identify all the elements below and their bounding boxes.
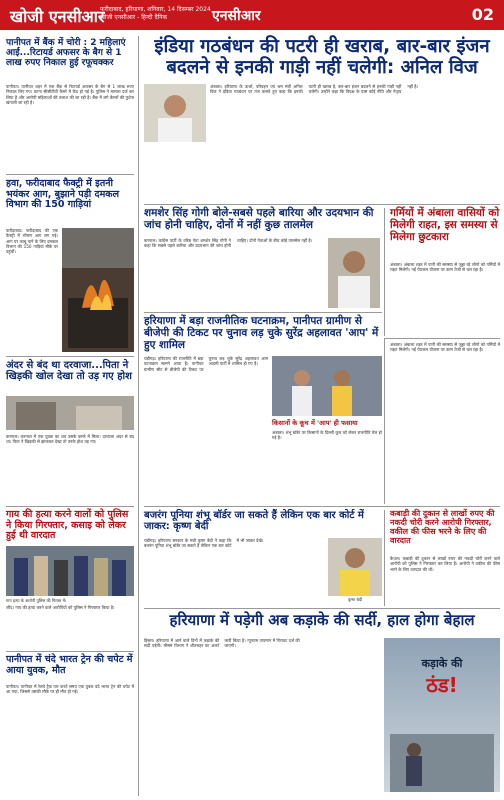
article-ambala-body: अंबाला। अंबाला शहर में पानी की समस्या से जूझ रहे लोगों को गर्मियों में राहत मिलेगी। नई पेयजल योजना पर काम तेजी से चल रहा है। <box>390 262 500 273</box>
article-ambala-continued: अंबाला। अंबाला शहर में पानी की समस्या से जूझ रहे लोगों को गर्मियों में राहत मिलेगी। नई पेयजल योजना पर काम तेजी से चल रहा है। <box>390 342 500 353</box>
article-gaay-hatya-body: जींद। गाय की हत्या करने वाले आरोपियों को पुलिस ने गिरफ्तार किया है। <box>6 605 115 610</box>
fire-photo <box>62 228 134 352</box>
section-title: एनसीआर <box>212 8 261 24</box>
masthead-meta <box>100 6 211 22</box>
arrest-photo-caption: गाय हत्या के आरोपी पुलिस की गिरफ्त में। <box>6 598 67 603</box>
andar-se-band-photo <box>6 396 134 430</box>
article-kabadi-body: कैथल। कबाड़ी की दुकान से लाखों रुपए की नकदी चोरी करने वाले आरोपी को पुलिस ने गिरफ्तार कर लिया है। आरोपी ने वकील की फीस भरने के लिए वारदात की थी। <box>390 556 500 572</box>
event-photo-graphic <box>272 356 382 416</box>
column-divider <box>384 208 385 336</box>
headline-surendra-ahlawat: हरियाणा में बड़ा राजनीतिक घटनाक्रम, पानीपत ग्रामीण से बीजेपी की टिकट पर चुनाव लड़ चुके सुरेंद्र अहलावत 'आप' में हुए शामिल <box>144 315 379 351</box>
portrait-graphic <box>328 238 380 308</box>
krishan-bedi-caption: कृष्ण बेदी <box>348 597 362 602</box>
lead-headline-line-1: इंडिया गठबंधन की पटरी ही खराब, बार-बार इंजन <box>154 36 490 57</box>
divider <box>6 174 134 175</box>
gogi-photo <box>328 238 380 308</box>
headline-thand: हरियाणा में पड़ेगी अब कड़ाके की सर्दी, हाल होगा बेहाल <box>169 611 475 629</box>
headline-bajrang-punia: बजरंग पूनिया शंभू बॉर्डर जा सकते हैं लेकिन एक बार कोर्ट में जाकर: कृष्ण बेदी <box>144 510 364 533</box>
article-bajrang-body: चंडीगढ़। हरियाणा सरकार के मंत्री कृष्ण बेदी ने कहा कि बजरंग पूनिया शंभू बॉर्डर जा सकते हैं लेकिन एक बार कोर्ट में भी जाकर देखें। <box>144 538 264 549</box>
masthead <box>0 0 504 30</box>
headline-panipat-bank: पानीपत में बैंक में चोरी : 2 महिलाएं आईं...रिटायर्ड अफसर के बैग से 1 लाख रुपए निकाल हुई रफूचक्कर <box>6 38 126 69</box>
headline-panipat-train: पानीपत में चंदे भारत ट्रेन की चपेट में आया युवक, मौत <box>6 654 133 676</box>
newspaper-brand: खोजी एनसीआर <box>10 7 105 26</box>
divider <box>144 312 382 313</box>
house-photo-graphic <box>6 396 134 430</box>
headline-ambala: गर्मियों में अंबाला वासियों को मिलेगी राहत, इस समस्या से मिलेगा छुटकारा <box>390 207 500 243</box>
krishan-bedi-photo <box>328 538 382 596</box>
date-line: फरीदाबाद, हरियाणा, शनिवार, 14 दिसम्बर 2024 <box>100 6 211 13</box>
fire-photo-graphic <box>62 228 134 352</box>
divider <box>384 338 500 339</box>
article-panipat-train-body: पानीपत। पानीपत में रेलवे ट्रैक पार करते समय एक युवक वंदे भारत ट्रेन की चपेट में आ गया, जिससे उसकी मौके पर ही मौत हो गई। <box>6 684 134 695</box>
article-shamsher-body: करनाल। कांग्रेस पार्टी के वरिष्ठ नेता शमशेर सिंह गोगी ने कहा कि सबसे पहले बारिया और उदयभान की जांच होनी चाहिए। दोनों नेताओं के बीच कोई तालमेल नहीं है। <box>144 238 313 249</box>
headline-kabadi: कबाड़ी की दुकान से लाखों रुपए की नकदी चोरी करने आरोपी गिरफ्तार, वकील की फीस भरने के लिए की वारदात <box>390 509 495 545</box>
column-divider <box>384 510 385 606</box>
divider <box>6 506 134 507</box>
lead-article-body: अंबाला। हरियाणा के ऊर्जा, परिवहन एवं श्रम मंत्री अनिल विज ने इंडिया गठबंधन पर तंज कसते हुए कहा कि इनकी पटरी ही खराब है, बार-बार इंजन बदलने से इनकी गाड़ी नहीं चलेगी। उन्होंने कहा कि विपक्ष के पास कोई नीति और नेतृत्व नहीं है। <box>210 84 419 95</box>
cold-graphic-title-2: ठंड! <box>426 673 458 697</box>
divider <box>144 506 500 507</box>
lead-headline-line-2: बदलने से इनकी गाड़ी नहीं चलेगी: अनिल विज <box>166 57 478 79</box>
tagline: खोजी एनसीआर - हिन्दी दैनिक <box>100 14 168 21</box>
divider <box>6 356 134 357</box>
lead-headline <box>144 36 500 79</box>
page-number: 02 <box>471 5 494 24</box>
headline-kisan-aap: किसानों के कूच में 'आप' ही फसाया <box>272 419 358 427</box>
article-andar-se-band-body: करनाल। करनाल में एक युवक का शव उसके कमरे में मिला। दरवाजा अंदर से बंद था। पिता ने खिड़की से झांककर देखा तो उनके होश उड़ गए। <box>6 434 134 445</box>
headline-faridabad-fire: हवा, फरीदाबाद फैक्ट्री में इतनी भयंकर आग, बुझाने पड़ी दमकल विभाग की 150 गाड़ियां <box>6 178 120 211</box>
headline-andar-se-band: अंदर से बंद था दरवाजा...पिता ने खिड़की खोल देखा तो उड़ गए होश <box>6 360 132 383</box>
anil-vij-photo <box>144 84 206 142</box>
article-panipat-bank-body: पानीपत। पानीपत शहर में एक बैंक से रिटायर्ड अफसर के बैग से 1 लाख रुपए निकाल लिए गए। घटना सीसीटीवी कैमरे में कैद हो गई है। पुलिस ने मामला दर्ज कर लिया है और आरोपी महिलाओं की तलाश की जा रही है। बैंक में लगे कैमरों की फुटेज खंगाली जा रही है। <box>6 84 134 105</box>
article-kisan-body: अंबाला। शंभू बॉर्डर पर किसानों के दिल्ली कूच को लेकर राजनीति तेज हो गई है। <box>272 430 382 441</box>
arrest-photo <box>6 546 134 596</box>
portrait-graphic <box>144 84 206 142</box>
divider <box>144 204 500 205</box>
ahlawat-photo <box>272 356 382 416</box>
column-divider <box>384 338 385 504</box>
divider <box>144 608 500 609</box>
article-surendra-body: चंडीगढ़। हरियाणा की राजनीति में बड़ा घटनाक्रम सामने आया है। पानीपत ग्रामीण सीट से बीजेपी की टिकट पर चुनाव लड़ चुके सुरेंद्र अहलावत आम आदमी पार्टी में शामिल हो गए हैं। <box>144 356 268 372</box>
column-divider <box>138 36 139 796</box>
portrait-graphic <box>328 538 382 596</box>
divider <box>6 651 134 652</box>
headline-shamsher-gogi: शमशेर सिंह गोगी बोले-सबसे पहले बारिया और उदयभान की जांच होनी चाहिए, दोनों में नहीं कुछ तालमेल <box>144 207 374 231</box>
cold-graphic <box>384 638 500 792</box>
police-photo-graphic <box>6 546 134 596</box>
cold-graphic-title-1: कड़ाके की <box>421 657 463 670</box>
article-faridabad-body: फरीदाबाद। फरीदाबाद की एक फैक्ट्री में भीषण आग लग गई। आग पर काबू पाने के लिए दमकल विभाग की 150 गाड़ियां मौके पर पहुंचीं। <box>6 228 58 255</box>
headline-gaay-hatya: गाय की हत्या करने वालों को पुलिस ने किया गिरफ्तार, कसाइ को लेकर हुई थी वारदात <box>6 509 129 542</box>
article-thand-body: हिसार। हरियाणा में आने वाले दिनों में कड़ाके की सर्दी पड़ेगी। मौसम विभाग ने शीतलहर का अलर्ट जारी किया है। न्यूनतम तापमान में गिरावट दर्ज की जाएगी। <box>144 638 300 649</box>
